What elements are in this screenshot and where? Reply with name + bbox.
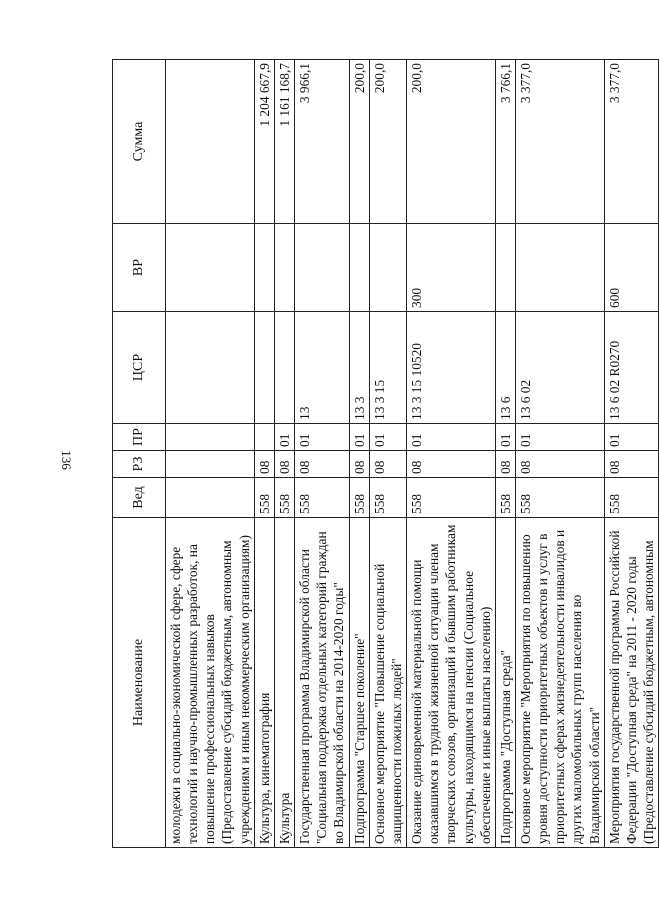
table-row bbox=[604, 60, 658, 848]
table-header-row bbox=[113, 60, 166, 848]
row-sum: 200,0 bbox=[369, 60, 406, 224]
row-name: Подпрограмма "Доступная среда" bbox=[495, 518, 515, 848]
row-rz: 08 bbox=[495, 451, 515, 478]
row-csr bbox=[254, 312, 274, 424]
row-sum: 3 377,0 bbox=[604, 60, 658, 224]
row-rz: 08 bbox=[515, 451, 604, 478]
row-vr bbox=[254, 224, 274, 312]
table-row bbox=[369, 60, 406, 848]
row-ved: 558 bbox=[407, 478, 496, 518]
row-csr: 13 bbox=[295, 312, 349, 424]
row-vr bbox=[295, 224, 349, 312]
header-csr: ЦСР bbox=[113, 312, 166, 424]
table-row bbox=[166, 60, 255, 848]
row-vr bbox=[515, 224, 604, 312]
row-sum: 1 161 168,7 bbox=[274, 60, 294, 224]
header-name: Наименование bbox=[113, 518, 166, 848]
row-ved: 558 bbox=[495, 478, 515, 518]
row-name: Культура bbox=[274, 518, 294, 848]
row-pr: 01 bbox=[407, 424, 496, 451]
row-rz: 08 bbox=[349, 451, 369, 478]
row-pr bbox=[254, 424, 274, 451]
row-ved: 558 bbox=[349, 478, 369, 518]
row-name: Культура, кинематография bbox=[254, 518, 274, 848]
row-csr: 13 6 bbox=[495, 312, 515, 424]
row-sum: 3 377,0 bbox=[515, 60, 604, 224]
row-sum: 200,0 bbox=[349, 60, 369, 224]
row-rz: 08 bbox=[274, 451, 294, 478]
row-rz: 08 bbox=[604, 451, 658, 478]
row-ved: 558 bbox=[254, 478, 274, 518]
row-sum: 3 766,1 bbox=[495, 60, 515, 224]
table-row bbox=[295, 60, 349, 848]
row-rz: 08 bbox=[295, 451, 349, 478]
row-rz: 08 bbox=[254, 451, 274, 478]
row-ved bbox=[166, 478, 255, 518]
row-rz: 08 bbox=[369, 451, 406, 478]
row-pr: 01 bbox=[274, 424, 294, 451]
table-row bbox=[254, 60, 274, 848]
row-csr: 13 3 bbox=[349, 312, 369, 424]
row-vr bbox=[369, 224, 406, 312]
table-row bbox=[274, 60, 294, 848]
row-pr bbox=[166, 424, 255, 451]
row-name: Подпрограмма "Старшее поколение" bbox=[349, 518, 369, 848]
row-name: Оказание единовременной материальной помощи оказавшимся в трудной жизненной ситуации членам творческих союзов, организаций и бывшим работникам культуры, находящимся на пенсии (Социальное обеспечение и иные выплаты населению) bbox=[407, 518, 496, 848]
row-pr: 01 bbox=[495, 424, 515, 451]
row-pr: 01 bbox=[369, 424, 406, 451]
row-rz bbox=[166, 451, 255, 478]
row-csr: 13 3 15 10520 bbox=[407, 312, 496, 424]
row-ved: 558 bbox=[369, 478, 406, 518]
row-name: молодежи в социально-экономической сфере, сфере технологий и научно-промышленных разработок, на повышение профессиональных навыков (Предоставление субсидий бюджетным, автономным учреждениям и иным некоммерческим организациям) bbox=[166, 518, 255, 848]
table-row bbox=[495, 60, 515, 848]
row-ved: 558 bbox=[295, 478, 349, 518]
header-sum: Сумма bbox=[113, 60, 166, 224]
row-pr: 01 bbox=[349, 424, 369, 451]
row-sum: 3 966,1 bbox=[295, 60, 349, 224]
row-name: Мероприятия государственной программы Российской Федерации "Доступная среда" на 2011 - 2020 годы (Предоставление субсидий бюджетным, автономным bbox=[604, 518, 658, 848]
row-csr bbox=[274, 312, 294, 424]
row-csr: 13 6 02 bbox=[515, 312, 604, 424]
row-vr: 600 bbox=[604, 224, 658, 312]
header-rz: РЗ bbox=[113, 451, 166, 478]
row-pr: 01 bbox=[295, 424, 349, 451]
row-csr bbox=[166, 312, 255, 424]
row-sum: 200,0 bbox=[407, 60, 496, 224]
row-csr: 13 6 02 R0270 bbox=[604, 312, 658, 424]
row-name: Государственная программа Владимирской области "Социальная поддержка отдельных категорий граждан во Владимирской области на 2014-2020 годы" bbox=[295, 518, 349, 848]
header-vr: ВР bbox=[113, 224, 166, 312]
row-sum: 1 204 667,9 bbox=[254, 60, 274, 224]
row-ved: 558 bbox=[515, 478, 604, 518]
row-rz: 08 bbox=[407, 451, 496, 478]
header-ved: Вед bbox=[113, 478, 166, 518]
row-vr bbox=[166, 224, 255, 312]
row-name: Основное мероприятие "Повышение социальной защищенности пожилых людей" bbox=[369, 518, 406, 848]
row-csr: 13 3 15 bbox=[369, 312, 406, 424]
budget-table bbox=[112, 59, 659, 848]
header-pr: ПР bbox=[113, 424, 166, 451]
row-vr: 300 bbox=[407, 224, 496, 312]
row-pr: 01 bbox=[515, 424, 604, 451]
row-vr bbox=[495, 224, 515, 312]
row-vr bbox=[274, 224, 294, 312]
rotated-page bbox=[112, 60, 657, 848]
table-row bbox=[349, 60, 369, 848]
page-number: 136 bbox=[58, 450, 74, 470]
table-row bbox=[407, 60, 496, 848]
row-name: Основное мероприятие "Мероприятия по повышению уровня доступности приоритетных объектов и услуг в приоритетных сферах жизнедеятельности инвалидов и других маломобильных групп населения во Владимирской области" bbox=[515, 518, 604, 848]
table-row bbox=[515, 60, 604, 848]
row-ved: 558 bbox=[604, 478, 658, 518]
row-vr bbox=[349, 224, 369, 312]
row-pr: 01 bbox=[604, 424, 658, 451]
row-sum bbox=[166, 60, 255, 224]
row-ved: 558 bbox=[274, 478, 294, 518]
